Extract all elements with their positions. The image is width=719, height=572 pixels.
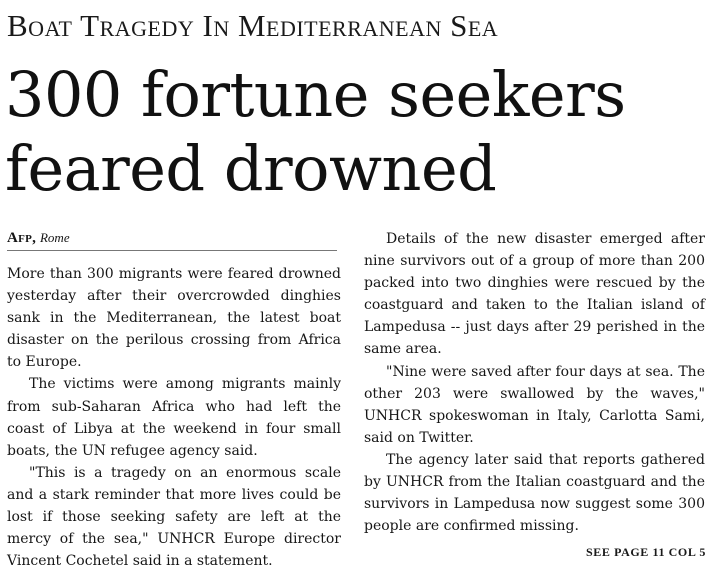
article-kicker: Boat Tragedy In Mediterranean Sea xyxy=(7,8,499,43)
article-paragraph: More than 300 migrants were feared drowned yesterday after their overcrowded dinghies sank in the Mediterranean, the latest boat disaster on the perilous crossing from Africa to Europe. xyxy=(7,266,341,371)
article-paragraph: The agency later said that reports gathered by UNHCR from the Italian coastguard and the survivors in Lampedusa now suggest some 300 people are confirmed missing. xyxy=(364,451,705,535)
article-column-left xyxy=(7,263,341,572)
article-paragraph: The victims were among migrants mainly from sub-Saharan Africa who had left the coast of Libya at the weekend in four small boats, the UN refugee agency said. xyxy=(7,376,341,459)
byline-agency: Afp, xyxy=(7,230,37,246)
article-paragraph: "Nine were saved after four days at sea. The other 203 were swallowed by the waves," UNHCR spokeswoman in Italy, Carlotta Sami, said on Twitter. xyxy=(364,363,705,446)
article-paragraph: Details of the new disaster emerged after nine survivors out of a group of more than 200 packed into two dinghies were rescued by the coastguard and taken to the Italian island of Lampedusa -- just days after 29 perished in the same area. xyxy=(364,231,705,358)
article-paragraph: "This is a tragedy on an enormous scale and a stark reminder that more lives could be lost if those seeking safety are left at the mercy of the sea," UNHCR Europe director Vincent Cochetel said in a statement. xyxy=(7,464,341,570)
byline xyxy=(7,228,337,251)
continuation-note: SEE PAGE 11 COL 5 xyxy=(585,545,706,559)
article-headline: 300 fortune seekers feared drowned xyxy=(5,58,626,205)
byline-location: Rome xyxy=(39,230,70,245)
article-column-right xyxy=(364,228,705,537)
